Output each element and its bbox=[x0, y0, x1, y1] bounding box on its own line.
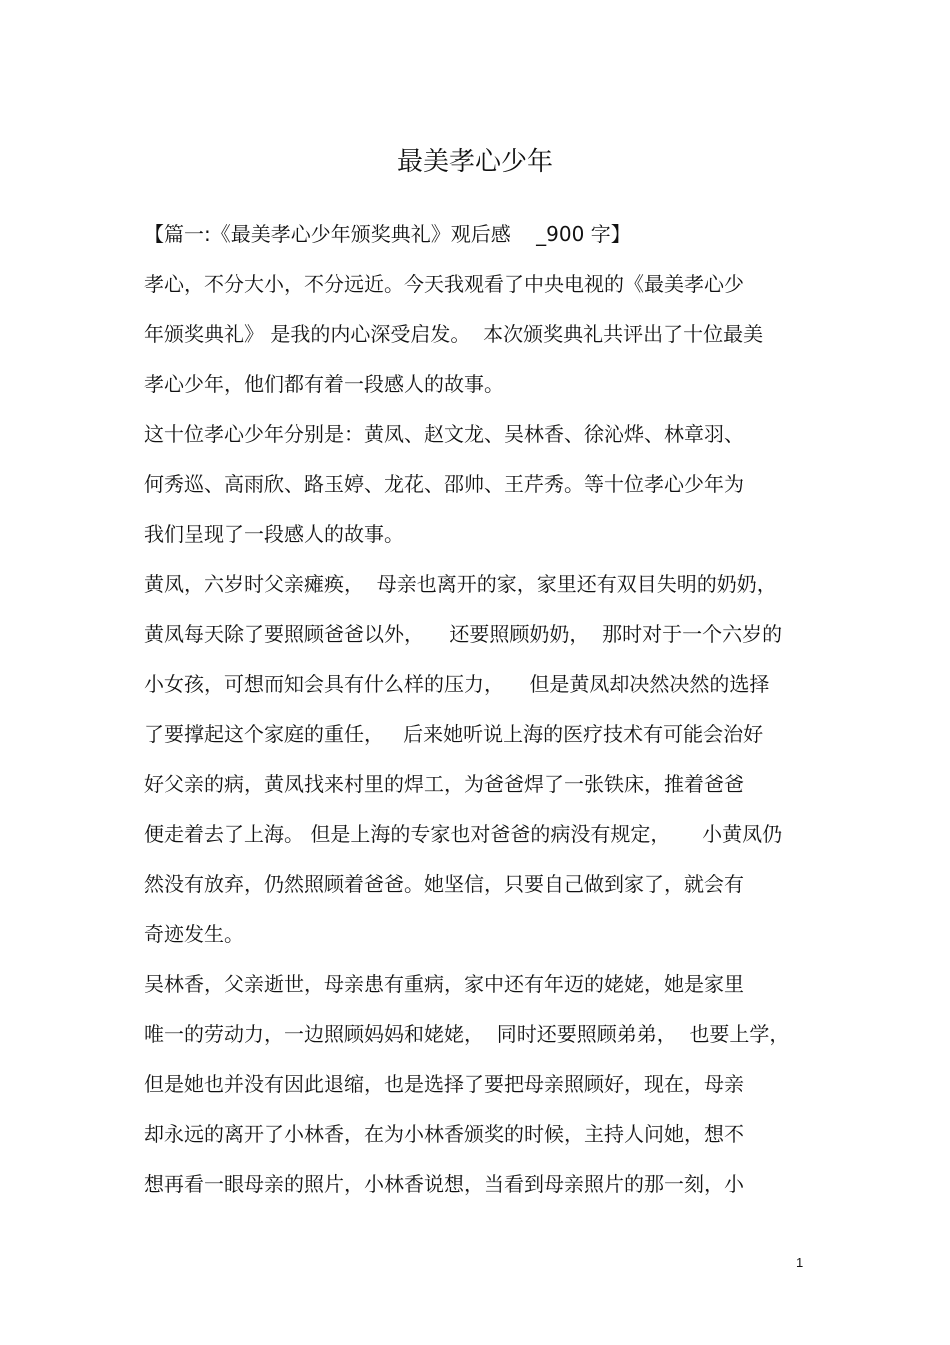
document-title: 最美孝心少年 bbox=[396, 147, 553, 177]
body-line: 何秀巡、高雨欣、路玉婷、龙花、邵帅、王芹秀。等十位孝心少年为 bbox=[144, 472, 744, 496]
body-line: 却永远的离开了小林香，在为小林香颁奖的时候，主持人问她，想不 bbox=[144, 1122, 744, 1146]
page-number: 1 bbox=[796, 1255, 804, 1270]
body-line: 便走着去了上海。 但是上海的专家也对爸爸的病没有规定， 小黄凤仍 bbox=[144, 822, 783, 846]
body-line: 年颁奖典礼》 是我的内心深受启发。 本次颁奖典礼共评出了十位最美 bbox=[144, 322, 764, 346]
body-line: 好父亲的病，黄凤找来村里的焊工，为爸爸焊了一张铁床，推着爸爸 bbox=[144, 772, 744, 796]
body-line: 小女孩，可想而知会具有什么样的压力， 但是黄凤却决然决然的选择 bbox=[144, 672, 770, 696]
article-subtitle: 【篇一:《最美孝心少年颁奖典礼》观后感 _900 字】 bbox=[144, 222, 631, 246]
body-line: 这十位孝心少年分别是：黄凤、赵文龙、吴林香、徐沁烨、林章羽、 bbox=[144, 422, 744, 446]
body-line: 我们呈现了一段感人的故事。 bbox=[144, 522, 404, 546]
body-line: 奇迹发生。 bbox=[144, 922, 244, 946]
body-line: 了要撑起这个家庭的重任， 后来她听说上海的医疗技术有可能会治好 bbox=[144, 722, 764, 746]
body-line: 黄凤每天除了要照顾爸爸以外， 还要照顾奶奶， 那时对于一个六岁的 bbox=[144, 622, 783, 646]
body-line: 想再看一眼母亲的照片，小林香说想，当看到母亲照片的那一刻，小 bbox=[144, 1172, 744, 1196]
body-line: 但是她也并没有因此退缩，也是选择了要把母亲照顾好，现在，母亲 bbox=[144, 1072, 744, 1096]
body-line: 唯一的劳动力，一边照顾妈妈和姥姥， 同时还要照顾弟弟， 也要上学， bbox=[144, 1022, 790, 1046]
body-line: 孝心，不分大小，不分远近。今天我观看了中央电视的《最美孝心少 bbox=[144, 272, 744, 296]
body-line: 吴林香，父亲逝世，母亲患有重病，家中还有年迈的姥姥，她是家里 bbox=[144, 972, 744, 996]
body-line: 孝心少年，他们都有着一段感人的故事。 bbox=[144, 372, 504, 396]
body-line: 然没有放弃，仍然照顾着爸爸。她坚信，只要自己做到家了，就会有 bbox=[144, 872, 744, 896]
body-line: 黄凤，六岁时父亲瘫痪， 母亲也离开的家，家里还有双目失明的奶奶， bbox=[144, 572, 777, 596]
